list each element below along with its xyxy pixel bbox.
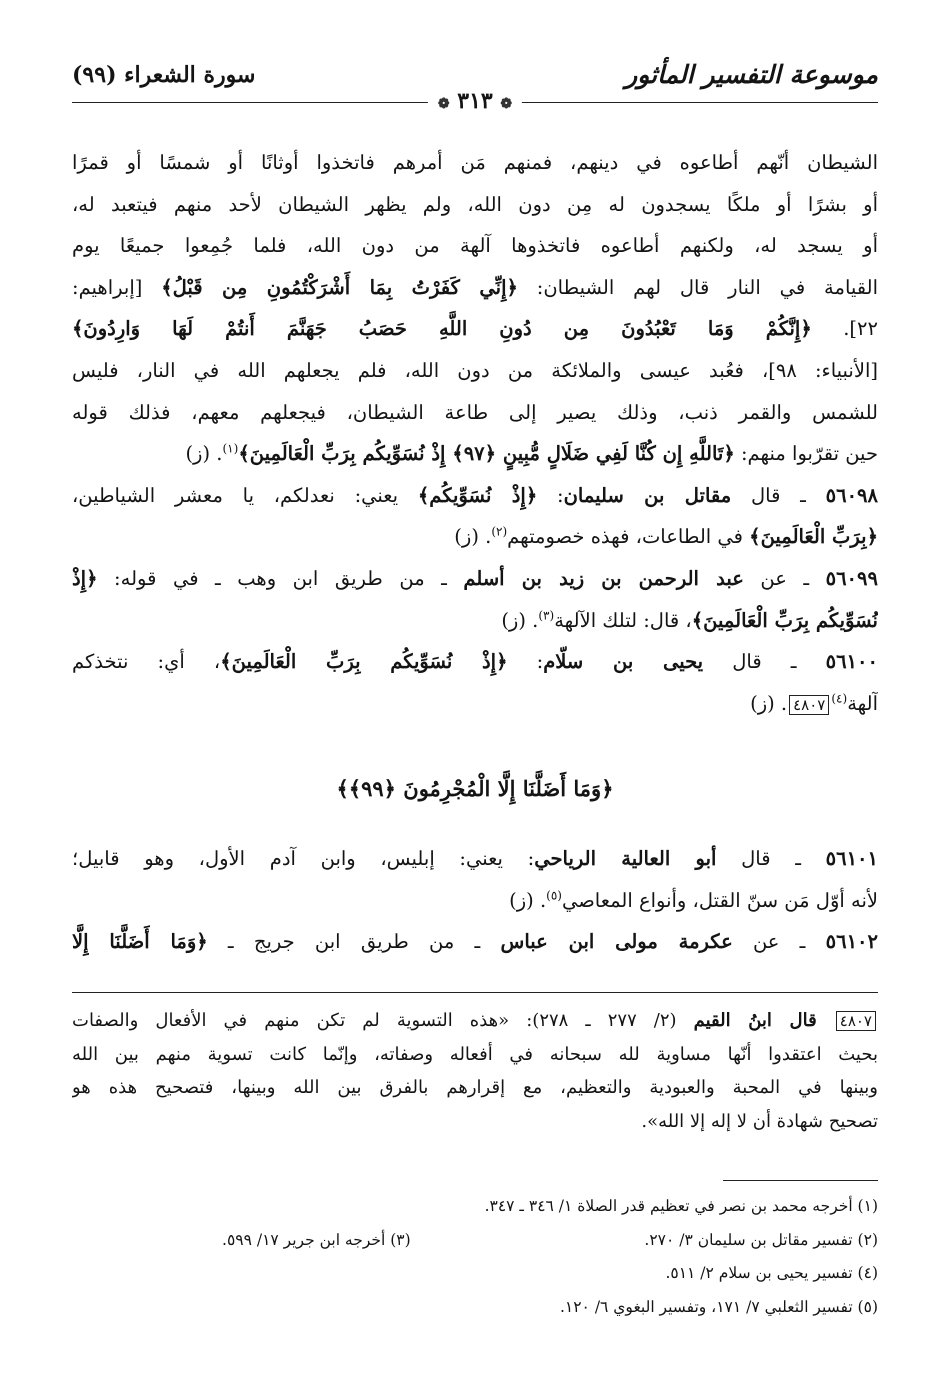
- text-segment: :: [507, 650, 544, 674]
- quran-verse: ﴿إِذْ: [72, 566, 98, 590]
- text-line: أو يسجد له، ولكنهم أطاعوه فاتخذوها آلهة من دون الله، فلما جُمِعوا جميعًا يوم: [72, 234, 878, 258]
- footnote: (٥) تفسير الثعلبي ٧/ ١٧١، وتفسير البغوي ٦/ ١٢٠.: [559, 1297, 878, 1316]
- text-segment: [إبراهيم:: [72, 275, 162, 299]
- note-number-box: ٤٨٠٧: [836, 1011, 876, 1031]
- narrator-name: مقاتل بن سليمان: [563, 483, 732, 507]
- text-segment: آلهة: [847, 691, 878, 715]
- text-segment: ، قال: لتلك الآلهة: [554, 608, 692, 632]
- text-segment: ـ قال: [716, 847, 826, 870]
- narrator-name: عكرمة مولى ابن عباس: [500, 930, 733, 954]
- text-line: [الأنبياء: ٩٨]، فعُبد عيسى والملائكة من دون الله، فلم يجعلهم الله في النار، فليس: [72, 358, 878, 382]
- note-line: [72, 1004, 878, 1038]
- narrator-name: أبو العالية الرياحي: [534, 847, 717, 870]
- text-segment: . (ز): [454, 525, 492, 549]
- narrator-name: عبد الرحمن بن زيد بن أسلم: [463, 566, 744, 590]
- note-line: وبينها في المحبة والعبودية والتعظيم، مع إقرارهم بالفرق بين الله وبينها، فتصحيح هذه هو: [72, 1077, 878, 1098]
- text-segment: . (ز): [185, 442, 223, 466]
- surah-label: سورة الشعراء (٩٩): [72, 62, 256, 88]
- entry-line: [72, 558, 878, 600]
- entry-line: [72, 880, 878, 922]
- text-segment: :: [537, 483, 564, 507]
- scholar-note: [72, 1004, 878, 1138]
- page-header: [72, 58, 878, 114]
- text-segment: . (ز): [501, 608, 539, 632]
- text-line: للشمس والقمر ذنب، وذلك يصير إلى طاعة الشيطان، فيجعلهم معهم، فذلك قوله: [72, 400, 878, 424]
- text-segment: القيامة في النار قال لهم الشيطان:: [517, 275, 878, 299]
- text-segment: ـ عن: [732, 930, 826, 954]
- text-segment: ـ قال: [703, 650, 826, 674]
- ornament-icon: ❁: [500, 96, 513, 112]
- text-segment: ، أي: نتخذكم: [72, 650, 221, 674]
- entry-number: ٥٦١٠١: [825, 847, 878, 870]
- quran-verse: ﴿تَاللَّهِ إِن كُنَّا لَفِي ضَلَالٍ مُّبِينٍ ﴿٩٧﴾ إِذْ نُسَوِّيكُم بِرَبِّ الْعَالَمِينَ﴾: [238, 442, 735, 466]
- entry-number: ٥٦١٠٢: [825, 930, 878, 954]
- text-segment: (٢/ ٢٧٧ ـ ٢٧٨): «هذه التسوية لم تكن منهم في الأفعال والصفات: [72, 1010, 694, 1031]
- entry-number: ٥٦٠٩٨: [825, 483, 878, 507]
- note-divider: [72, 992, 878, 993]
- text-segment: . (ز): [750, 691, 788, 715]
- footnotes: [72, 1190, 878, 1324]
- entry-line: [72, 838, 878, 880]
- book-title: موسوعة التفسير المأثور: [625, 60, 878, 89]
- entry-line: [72, 683, 878, 725]
- footnote-marker: (٢): [491, 524, 508, 539]
- footnote-marker: (٤): [831, 691, 848, 706]
- entry-line: [72, 641, 878, 683]
- page-number: ٣١٣: [457, 88, 493, 114]
- text-segment: ـ من طريق ابن وهب ـ في قوله:: [97, 566, 464, 590]
- entry-number: ٥٦٠٩٩: [825, 566, 878, 590]
- entry-line: [72, 516, 878, 558]
- main-text: [72, 142, 878, 724]
- quran-verse: ﴿إِذْ نُسَوِّيكُم بِرَبِّ الْعَالَمِينَ﴾: [220, 650, 508, 674]
- narrator-name: يحيى بن سلّام: [543, 650, 704, 674]
- text-segment: لأنه أوّل مَن سنّ القتل، وأنواع المعاصي: [561, 888, 878, 912]
- quran-verse: ﴿إِنِّي كَفَرْتُ بِمَا أَشْرَكْتُمُونِ مِن قَبْلُ﴾: [161, 275, 518, 299]
- text-segment: : يعني: إبليس، وابن آدم الأول، وهو قابيل؛: [72, 847, 535, 870]
- page-number-group: [428, 88, 522, 114]
- note-reference-box[interactable]: ٤٨٠٧: [789, 695, 829, 715]
- note-line: بحيث اعتقدوا أنّها مساوية لله سبحانه في أفعاله وصفاته، وإنّما كانت تسوية منهم بين الله: [72, 1043, 878, 1065]
- entry-line: [72, 921, 878, 963]
- footnote: (٤) تفسير يحيى بن سلام ٢/ ٥١١.: [665, 1264, 878, 1282]
- entry-line: [72, 475, 878, 517]
- footnote: (٢) تفسير مقاتل بن سليمان ٣/ ٢٧٠.: [644, 1230, 878, 1249]
- quran-verse: ﴿إِذْ نُسَوِّيكُم﴾: [417, 483, 538, 507]
- footnote-marker: (٥): [546, 888, 562, 903]
- verse-heading: ﴿وَمَا أَضَلَّنَا إِلَّا الْمُجْرِمُونَ ﴿٩٩﴾﴾: [336, 776, 614, 801]
- footnote-marker: (١): [222, 441, 239, 456]
- entry-number: ٥٦١٠٠: [825, 650, 878, 674]
- quran-verse: ﴿إِنَّكُمْ وَمَا تَعْبُدُونَ مِن دُونِ اللَّهِ حَصَبُ جَهَنَّمَ أَنتُمْ لَهَا وَارِدُونَ﴾: [72, 317, 812, 341]
- text-line: [72, 433, 878, 475]
- note-author: قال ابنُ القيم: [693, 1010, 817, 1031]
- footnote: (٣) أخرجه ابن جرير ١٧/ ٥٩٩.: [222, 1230, 411, 1249]
- text-line: [72, 308, 878, 350]
- quran-verse: نُسَوِّيكُم بِرَبِّ الْعَالَمِينَ﴾: [691, 608, 878, 632]
- footnote: (١) أخرجه محمد بن نصر في تعظيم قدر الصلاة ١/ ٣٤٦ ـ ٣٤٧.: [484, 1197, 878, 1215]
- text-segment: ـ من طريق ابن جريج ـ: [207, 930, 501, 954]
- text-segment: في الطاعات، فهذه خصومتهم: [507, 525, 750, 549]
- ornament-icon: ❁: [437, 96, 450, 112]
- text-line: [72, 267, 878, 309]
- text-segment: يعني: نعدلكم، يا معشر الشياطين،: [72, 483, 418, 507]
- text-segment: ـ عن: [743, 566, 826, 590]
- text-segment: ٢٢].: [811, 317, 878, 341]
- text-line: الشيطان أنّهم أطاعوه في دينهم، فمنهم مَن أمرهم فاتخذوا أوثانًا أو شمسًا أو قمرًا: [72, 151, 878, 174]
- quran-verse: ﴿بِرَبِّ الْعَالَمِينَ﴾: [749, 525, 878, 549]
- entry-line: [72, 600, 878, 642]
- footnote-rule: [723, 1180, 878, 1181]
- main-text-continued: [72, 838, 878, 963]
- text-segment: . (ز): [509, 888, 547, 912]
- footnote-marker: (٣): [538, 608, 555, 623]
- quran-verse: ﴿وَمَا أَضَلَّنَا إِلَّا: [72, 930, 208, 954]
- text-segment: حين تقرّبوا منهم:: [734, 442, 878, 466]
- note-line: تصحيح شهادة أن لا إله إلا الله».: [641, 1110, 878, 1132]
- footnote-row: [72, 1224, 878, 1258]
- text-line: أو بشرًا أو ملكًا يسجدون له مِن دون الله، ولم يظهر الشيطان لأحد منهم فيتعبد له،: [72, 192, 878, 216]
- text-segment: ـ قال: [731, 483, 826, 507]
